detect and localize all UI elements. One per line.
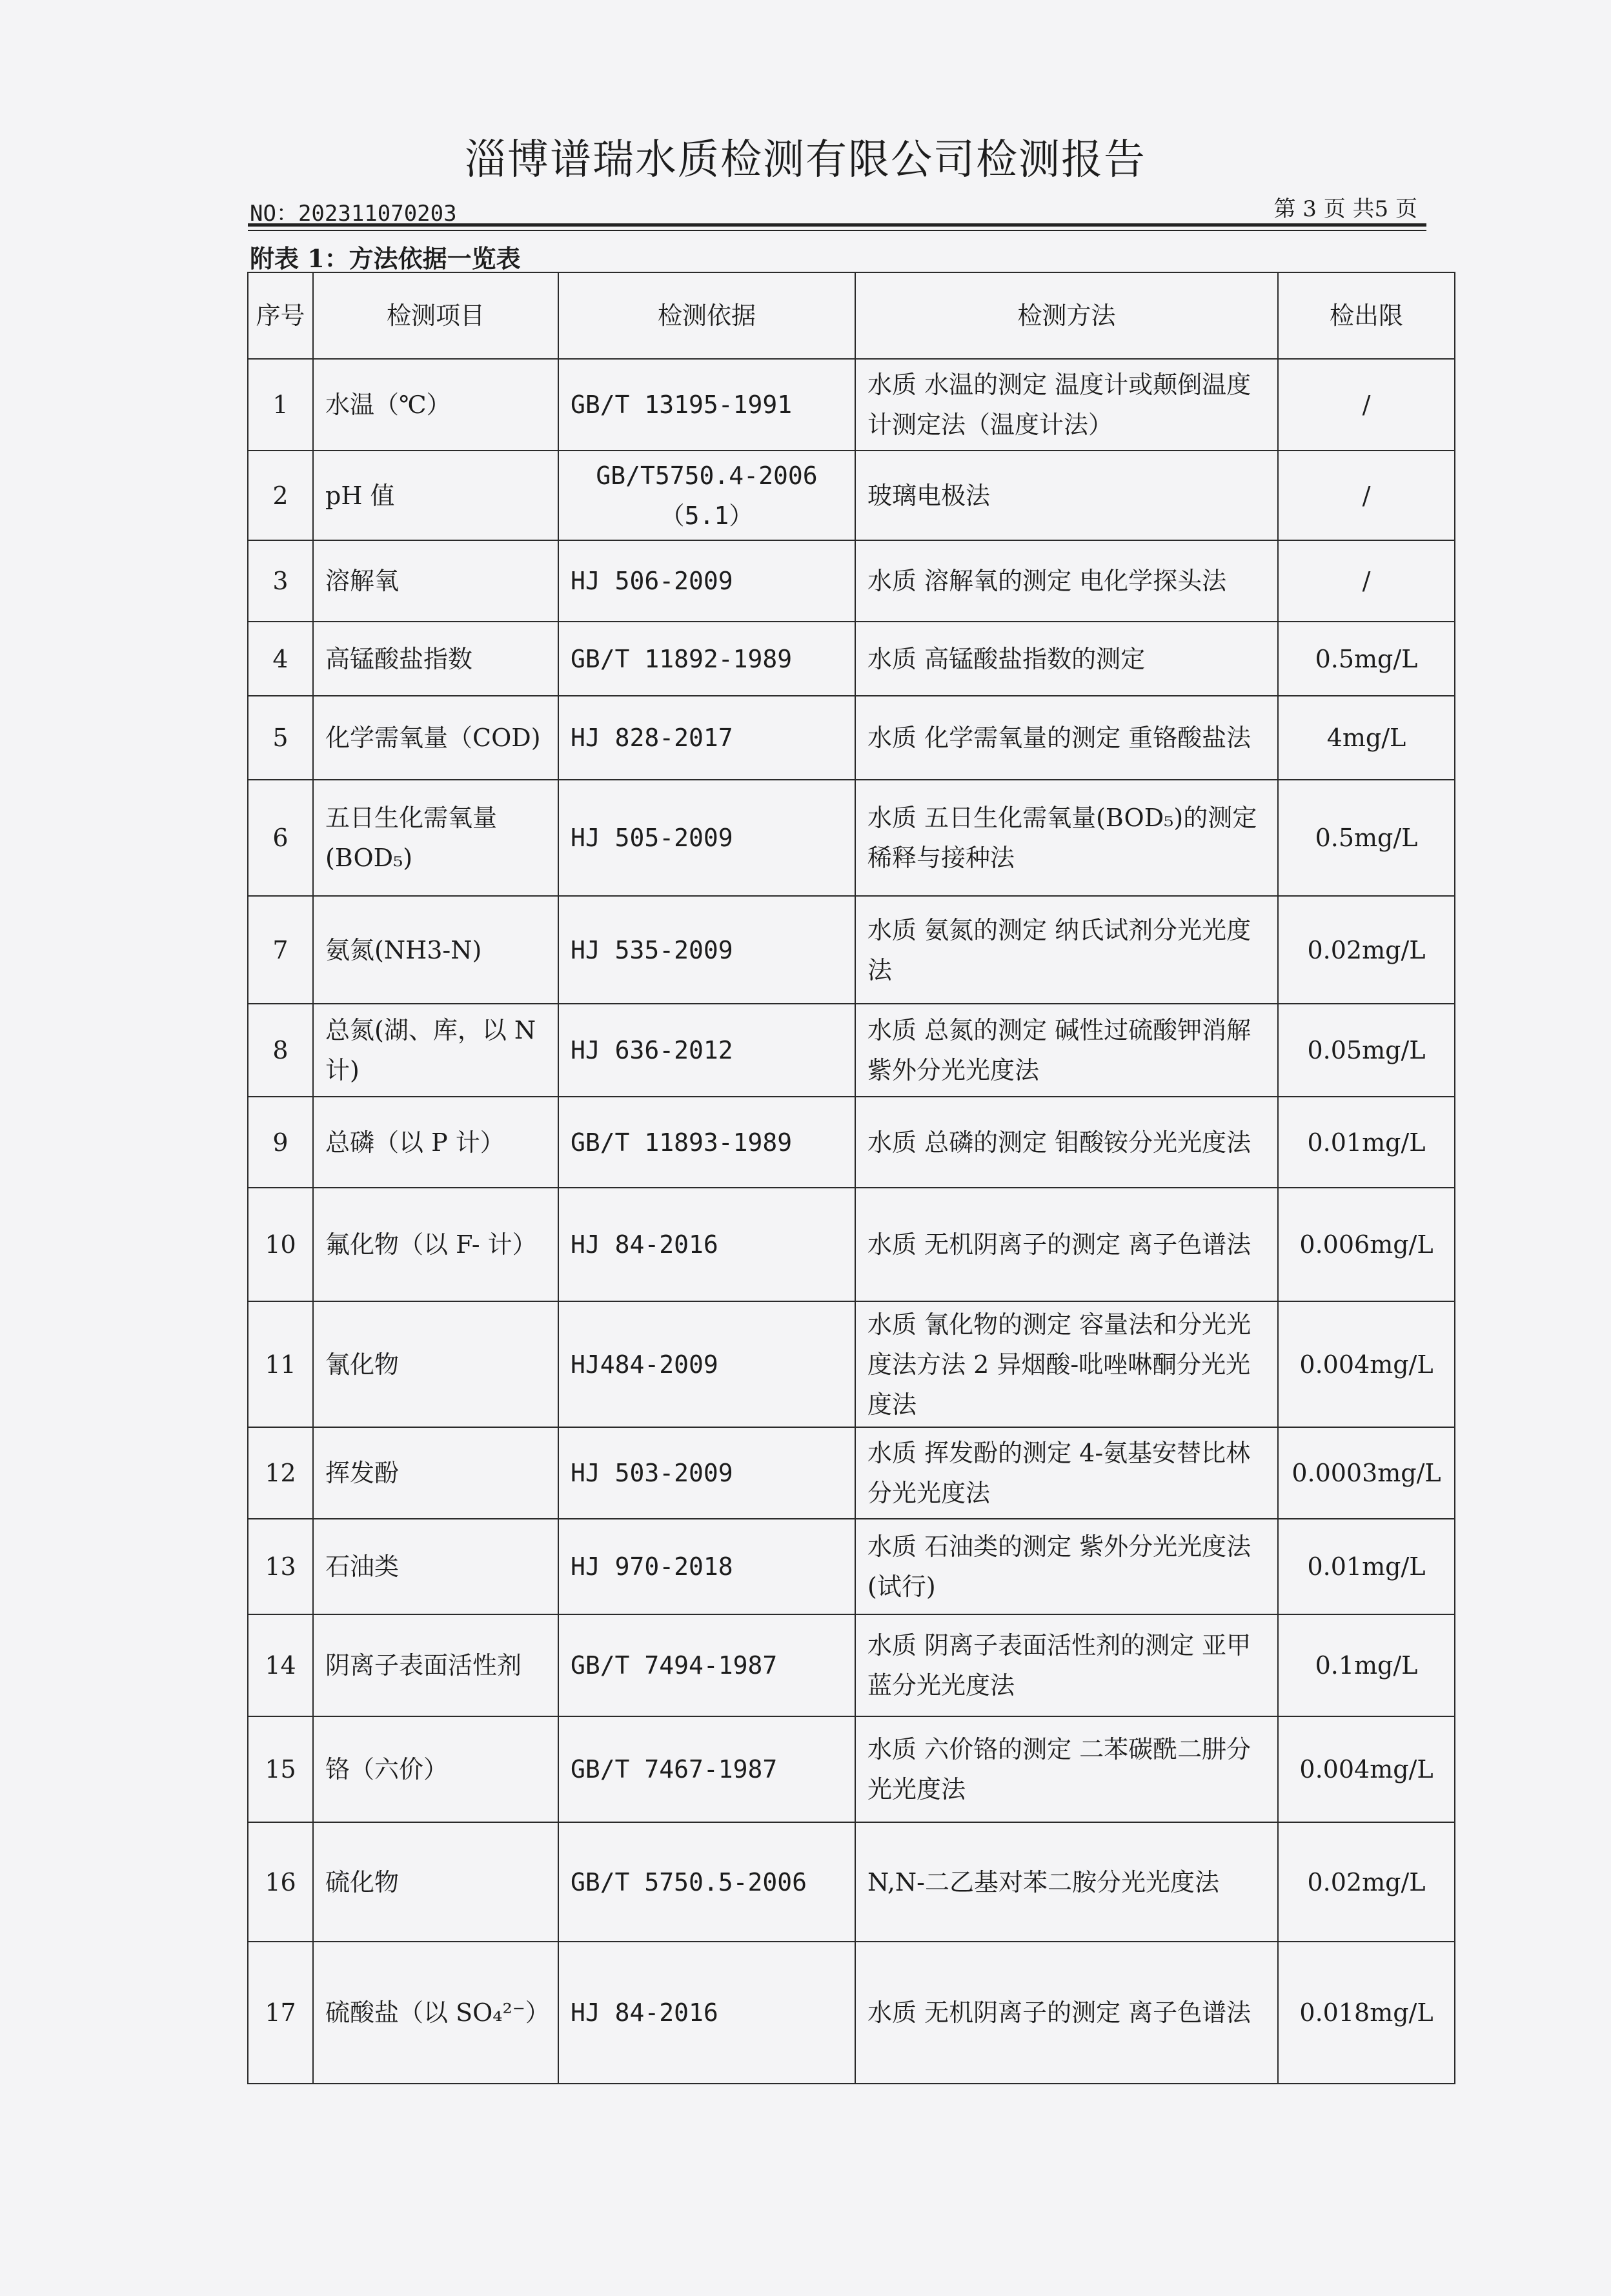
row-limit: / [1278,359,1455,451]
methods-table [247,272,1455,2084]
row-method: 水质 五日生化需氧量(BOD₅)的测定 稀释与接种法 [855,780,1278,896]
table-row [248,696,1455,780]
row-item: 硫化物 [313,1822,558,1942]
row-limit: 0.004mg/L [1278,1301,1455,1427]
row-item: 氰化物 [313,1301,558,1427]
row-seq: 2 [248,451,313,540]
appendix-subtitle: 附表 1：方法依据一览表 [250,244,521,273]
table-row [248,1519,1455,1614]
row-standard: HJ 503-2009 [558,1427,855,1519]
row-item: 总磷（以 P 计） [313,1097,558,1188]
row-seq: 12 [248,1427,313,1519]
row-limit: 4mg/L [1278,696,1455,780]
table-row [248,359,1455,451]
row-limit: / [1278,451,1455,540]
report-title: 淄博谱瑞水质检测有限公司检测报告 [465,136,1146,184]
row-standard: GB/T5750.4-2006（5.1） [558,451,855,540]
row-method: 水质 石油类的测定 紫外分光光度法(试行) [855,1519,1278,1614]
row-limit: / [1278,540,1455,622]
row-standard: HJ 84-2016 [558,1188,855,1301]
row-method: 水质 无机阴离子的测定 离子色谱法 [855,1188,1278,1301]
row-standard: HJ 84-2016 [558,1942,855,2084]
table-row [248,1822,1455,1942]
row-method: 水质 水温的测定 温度计或颠倒温度计测定法（温度计法） [855,359,1278,451]
page-indicator: 第 3 页 共5 页 [1273,196,1417,222]
row-standard: HJ 535-2009 [558,896,855,1004]
row-method: 水质 高锰酸盐指数的测定 [855,622,1278,696]
row-seq: 14 [248,1614,313,1716]
row-standard: GB/T 7494-1987 [558,1614,855,1716]
row-seq: 15 [248,1716,313,1822]
table-row [248,1301,1455,1427]
header-item: 检测项目 [313,272,558,359]
row-seq: 1 [248,359,313,451]
report-number: NO：202311070203 [250,201,457,227]
row-standard: GB/T 11892-1989 [558,622,855,696]
row-seq: 11 [248,1301,313,1427]
row-seq: 6 [248,780,313,896]
table-row [248,1942,1455,2084]
row-item: 氨氮(NH3-N) [313,896,558,1004]
table-row [248,622,1455,696]
row-seq: 16 [248,1822,313,1942]
row-limit: 0.5mg/L [1278,622,1455,696]
row-item: 阴离子表面活性剂 [313,1614,558,1716]
row-limit: 0.004mg/L [1278,1716,1455,1822]
header-standard: 检测依据 [558,272,855,359]
row-limit: 0.0003mg/L [1278,1427,1455,1519]
row-seq: 8 [248,1004,313,1097]
row-seq: 4 [248,622,313,696]
row-standard: GB/T 7467-1987 [558,1716,855,1822]
row-item: 五日生化需氧量(BOD₅) [313,780,558,896]
row-method: 水质 化学需氧量的测定 重铬酸盐法 [855,696,1278,780]
row-limit: 0.006mg/L [1278,1188,1455,1301]
row-method: 水质 无机阴离子的测定 离子色谱法 [855,1942,1278,2084]
row-limit: 0.05mg/L [1278,1004,1455,1097]
header-rule-thin [248,230,1426,231]
row-item: 高锰酸盐指数 [313,622,558,696]
table-row [248,780,1455,896]
row-item: 总氮(湖、库，以 N 计) [313,1004,558,1097]
row-limit: 0.5mg/L [1278,780,1455,896]
table-row [248,1188,1455,1301]
row-seq: 3 [248,540,313,622]
table-row [248,1097,1455,1188]
header-method: 检测方法 [855,272,1278,359]
row-method: 水质 总氮的测定 碱性过硫酸钾消解紫外分光光度法 [855,1004,1278,1097]
row-standard: HJ 636-2012 [558,1004,855,1097]
row-standard: HJ 506-2009 [558,540,855,622]
table-header-row [248,272,1455,359]
row-method: N,N-二乙基对苯二胺分光光度法 [855,1822,1278,1942]
row-method: 水质 阴离子表面活性剂的测定 亚甲蓝分光光度法 [855,1614,1278,1716]
table-row [248,1716,1455,1822]
table-row [248,896,1455,1004]
row-seq: 10 [248,1188,313,1301]
row-method: 水质 溶解氧的测定 电化学探头法 [855,540,1278,622]
row-method: 玻璃电极法 [855,451,1278,540]
table-row [248,451,1455,540]
table-row [248,540,1455,622]
row-method: 水质 六价铬的测定 二苯碳酰二肼分光光度法 [855,1716,1278,1822]
row-limit: 0.1mg/L [1278,1614,1455,1716]
row-method: 水质 总磷的测定 钼酸铵分光光度法 [855,1097,1278,1188]
row-item: 氟化物（以 F- 计） [313,1188,558,1301]
row-item: 化学需氧量（COD) [313,696,558,780]
table-row [248,1004,1455,1097]
row-limit: 0.01mg/L [1278,1097,1455,1188]
row-standard: HJ 505-2009 [558,780,855,896]
row-item: 溶解氧 [313,540,558,622]
row-item: pH 值 [313,451,558,540]
row-seq: 17 [248,1942,313,2084]
row-standard: HJ484-2009 [558,1301,855,1427]
header-limit: 检出限 [1278,272,1455,359]
row-limit: 0.02mg/L [1278,896,1455,1004]
header-seq: 序号 [248,272,313,359]
row-item: 铬（六价） [313,1716,558,1822]
row-standard: GB/T 11893-1989 [558,1097,855,1188]
row-limit: 0.02mg/L [1278,1822,1455,1942]
row-limit: 0.01mg/L [1278,1519,1455,1614]
row-seq: 7 [248,896,313,1004]
row-standard: GB/T 5750.5-2006 [558,1822,855,1942]
header-rule-thick [248,223,1426,227]
row-item: 硫酸盐（以 SO₄²⁻） [313,1942,558,2084]
table-row [248,1614,1455,1716]
row-item: 石油类 [313,1519,558,1614]
row-standard: HJ 828-2017 [558,696,855,780]
row-seq: 9 [248,1097,313,1188]
row-limit: 0.018mg/L [1278,1942,1455,2084]
row-method: 水质 氨氮的测定 纳氏试剂分光光度法 [855,896,1278,1004]
row-method: 水质 挥发酚的测定 4-氨基安替比林分光光度法 [855,1427,1278,1519]
row-seq: 5 [248,696,313,780]
row-seq: 13 [248,1519,313,1614]
table-row [248,1427,1455,1519]
row-standard: HJ 970-2018 [558,1519,855,1614]
row-item: 水温（℃） [313,359,558,451]
row-method: 水质 氰化物的测定 容量法和分光光度法方法 2 异烟酸-吡唑啉酮分光光度法 [855,1301,1278,1427]
row-item: 挥发酚 [313,1427,558,1519]
row-standard: GB/T 13195-1991 [558,359,855,451]
